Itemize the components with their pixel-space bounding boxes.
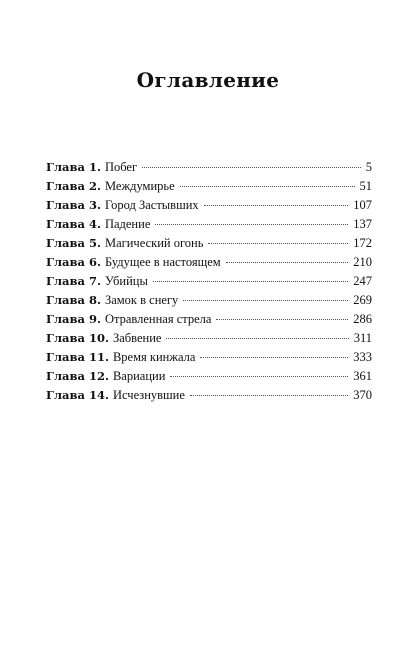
page-number: 137 [353,217,372,231]
dot-leader [155,224,348,225]
toc-entry [46,272,372,291]
dot-leader [216,319,348,320]
toc-entry [46,386,372,405]
chapter-title: Забвение [112,331,162,345]
toc-entry [46,367,372,386]
chapter-label: Глава 5. [46,236,101,250]
table-of-contents [46,158,372,405]
dot-leader [142,167,361,168]
chapter-title: Побег [104,160,138,174]
dot-leader [180,186,355,187]
chapter-label: Глава 3. [46,198,101,212]
toc-entry [46,253,372,272]
toc-entry [46,329,372,348]
chapter-label: Глава 2. [46,179,101,193]
page-number: 5 [365,160,372,174]
chapter-title: Город Застывших [104,198,199,212]
dot-leader [200,357,348,358]
chapter-label: Глава 4. [46,217,101,231]
dot-leader [166,338,348,339]
chapter-label: Глава 14. [46,388,109,402]
chapter-label: Глава 10. [46,331,109,345]
chapter-label: Глава 12. [46,369,109,383]
chapter-label: Глава 8. [46,293,101,307]
page-number: 269 [353,293,372,307]
toc-entry [46,215,372,234]
page-number: 107 [353,198,372,212]
page-title: Оглавление [136,68,280,92]
toc-entry [46,234,372,253]
page-number: 311 [353,331,372,345]
page-number: 172 [353,236,372,250]
page-number: 210 [353,255,372,269]
dot-leader [226,262,349,263]
chapter-label: Глава 7. [46,274,101,288]
chapter-title: Убийцы [104,274,148,288]
chapter-label: Глава 1. [46,160,101,174]
toc-entry [46,310,372,329]
chapter-label: Глава 9. [46,312,101,326]
page-number: 370 [353,388,372,402]
chapter-title: Вариации [112,369,166,383]
dot-leader [153,281,348,282]
page-number: 286 [353,312,372,326]
toc-entry [46,196,372,215]
dot-leader [204,205,349,206]
toc-entry [46,177,372,196]
chapter-title: Междумирье [104,179,175,193]
chapter-title: Замок в снегу [104,293,179,307]
toc-entry [46,158,372,177]
toc-entry [46,348,372,367]
chapter-title: Исчезнувшие [112,388,185,402]
chapter-title: Отравленная стрела [104,312,212,326]
page-number: 247 [353,274,372,288]
page-number: 361 [353,369,372,383]
dot-leader [183,300,348,301]
page-number: 51 [359,179,372,193]
chapter-label: Глава 6. [46,255,101,269]
chapter-title: Время кинжала [112,350,196,364]
page-number: 333 [353,350,372,364]
dot-leader [208,243,348,244]
chapter-title: Будущее в настоящем [104,255,221,269]
toc-entry [46,291,372,310]
dot-leader [190,395,348,396]
chapter-label: Глава 11. [46,350,109,364]
chapter-title: Магический огонь [104,236,204,250]
dot-leader [170,376,348,377]
chapter-title: Падение [104,217,151,231]
